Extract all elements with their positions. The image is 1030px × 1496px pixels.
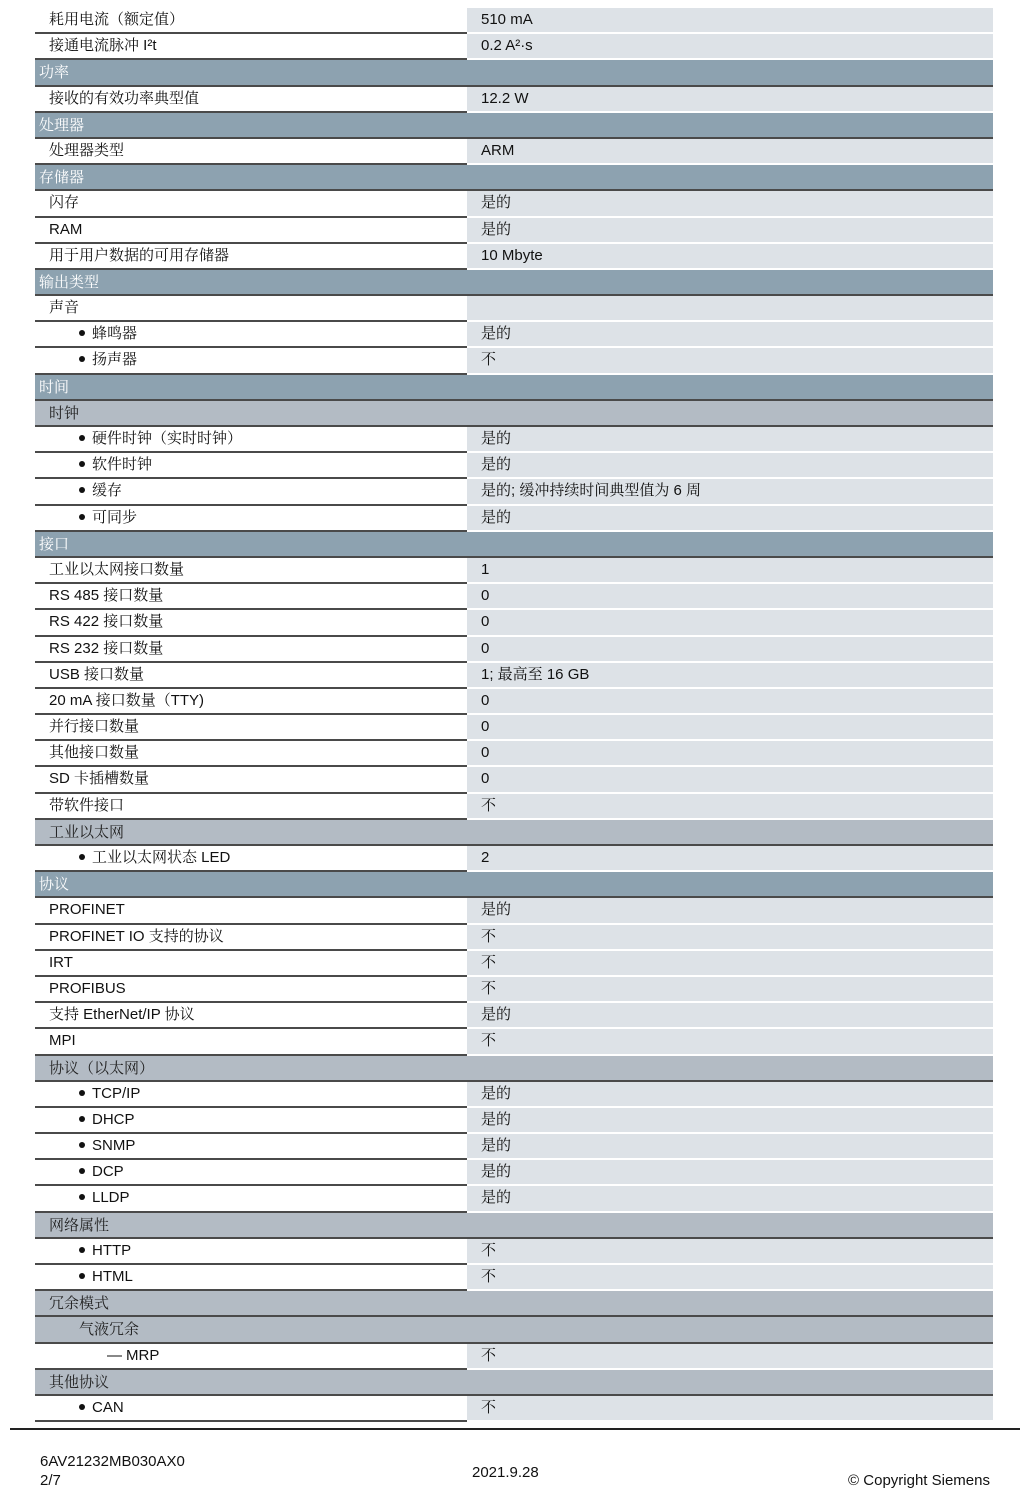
spec-label <box>35 1344 467 1370</box>
document-date: 2021.9.28 <box>472 1464 539 1481</box>
spec-value: 是的; 缓冲持续时间典型值为 6 周 <box>467 479 993 505</box>
spec-label <box>35 1029 467 1055</box>
spec-value: ARM <box>467 139 993 165</box>
bullet-icon <box>79 1142 85 1148</box>
spec-label-text: 支持 EtherNet/IP 协议 <box>49 1006 195 1024</box>
spec-row <box>35 584 993 610</box>
spec-label-text: 处理器类型 <box>49 141 125 159</box>
section-title: 处理器 <box>35 113 993 139</box>
bullet-icon <box>79 514 85 520</box>
spec-value: 是的 <box>467 1082 993 1108</box>
spec-label-text: MPI <box>49 1032 76 1050</box>
subsection-header <box>35 1056 993 1082</box>
spec-value: 是的 <box>467 218 993 244</box>
spec-label <box>35 348 467 374</box>
spec-label-text: 用于用户数据的可用存储器 <box>49 246 230 264</box>
bullet-icon <box>79 1273 85 1279</box>
spec-value: 12.2 W <box>467 87 993 113</box>
bullet-icon <box>79 1116 85 1122</box>
spec-label <box>35 663 467 689</box>
spec-value: 2 <box>467 846 993 872</box>
subsection-header <box>35 1291 993 1317</box>
spec-row <box>35 1108 993 1134</box>
spec-value: 是的 <box>467 1134 993 1160</box>
spec-label <box>35 296 467 322</box>
spec-label <box>35 715 467 741</box>
spec-label-text: MRP <box>126 1346 160 1364</box>
spec-label-text: HTML <box>92 1268 133 1285</box>
spec-label-text: 缓存 <box>92 482 123 500</box>
section-header <box>35 113 993 139</box>
spec-row <box>35 191 993 217</box>
spec-label <box>35 479 467 505</box>
spec-value: 0 <box>467 741 993 767</box>
spec-label-text: HTTP <box>92 1241 132 1259</box>
spec-label-text: 软件时钟 <box>92 456 153 474</box>
spec-label <box>35 1082 467 1108</box>
spec-value: 是的 <box>467 1003 993 1029</box>
spec-row <box>35 846 993 872</box>
bullet-icon <box>79 461 85 467</box>
spec-label-text: 20 mA 接口数量（TTY) <box>49 691 205 709</box>
spec-row <box>35 977 993 1003</box>
spec-label <box>35 951 467 977</box>
spec-label <box>35 453 467 479</box>
section-title: 冗余模式 <box>35 1291 993 1317</box>
spec-value: 0 <box>467 584 993 610</box>
spec-row <box>35 506 993 532</box>
section-title: 时钟 <box>35 401 993 427</box>
spec-row <box>35 427 993 453</box>
spec-label-text: 并行接口数量 <box>49 718 140 736</box>
spec-row <box>35 1082 993 1108</box>
spec-label <box>35 87 467 113</box>
spec-row <box>35 1134 993 1160</box>
spec-label <box>35 794 467 820</box>
spec-value: 0 <box>467 689 993 715</box>
copyright-notice: © Copyright Siemens <box>848 1472 990 1489</box>
section-title: 存储器 <box>35 165 993 191</box>
section-title: 输出类型 <box>35 270 993 296</box>
spec-value: 不 <box>467 951 993 977</box>
spec-label <box>35 1396 467 1422</box>
section-header <box>35 165 993 191</box>
spec-label-text: 工业以太网状态 LED <box>92 849 231 866</box>
page-number: 2/7 <box>40 1472 61 1489</box>
spec-label-text: SD 卡插槽数量 <box>49 770 150 788</box>
spec-value: 不 <box>467 348 993 374</box>
spec-label <box>35 427 467 453</box>
spec-label-text: 闪存 <box>49 194 80 212</box>
bullet-icon <box>79 1168 85 1174</box>
spec-value: 10 Mbyte <box>467 244 993 270</box>
spec-label-text: RAM <box>49 220 83 238</box>
spec-label-text: 硬件时钟（实时时钟） <box>92 430 243 447</box>
spec-value: 不 <box>467 1344 993 1370</box>
spec-label-text: 扬声器 <box>92 351 138 369</box>
spec-value: 是的 <box>467 1160 993 1186</box>
spec-row <box>35 715 993 741</box>
spec-row <box>35 794 993 820</box>
spec-row <box>35 1396 993 1422</box>
section-header <box>35 60 993 86</box>
spec-value: 是的 <box>467 427 993 453</box>
spec-row <box>35 1003 993 1029</box>
section-title: 接口 <box>35 532 993 558</box>
spec-label <box>35 1134 467 1160</box>
spec-row <box>35 34 993 60</box>
spec-label-text: CAN <box>92 1398 124 1416</box>
spec-label-text: RS 422 接口数量 <box>49 613 164 631</box>
spec-label-text: 蜂鸣器 <box>92 325 138 343</box>
spec-label-text: DHCP <box>92 1110 135 1128</box>
spec-value: 是的 <box>467 898 993 924</box>
spec-label <box>35 741 467 767</box>
spec-value: 是的 <box>467 453 993 479</box>
spec-row <box>35 348 993 374</box>
section-header <box>35 375 993 401</box>
spec-label <box>35 977 467 1003</box>
spec-label-text: 接通电流脉冲 I²t <box>49 37 157 55</box>
spec-label <box>35 1186 467 1212</box>
bullet-icon <box>79 435 85 441</box>
spec-label <box>35 898 467 924</box>
spec-label <box>35 1160 467 1186</box>
spec-label-text: PROFINET IO 支持的协议 <box>49 927 224 945</box>
spec-value: 1; 最高至 16 GB <box>467 663 993 689</box>
spec-label-text: IRT <box>49 953 73 971</box>
spec-row <box>35 1160 993 1186</box>
bullet-icon <box>79 487 85 493</box>
spec-label-text: SNMP <box>92 1137 136 1155</box>
bullet-icon <box>79 330 85 336</box>
spec-row <box>35 8 993 34</box>
spec-label-text: 声音 <box>49 299 80 317</box>
spec-label-text: RS 232 接口数量 <box>49 639 164 657</box>
spec-value: 不 <box>467 1265 993 1291</box>
spec-label-text: 其他接口数量 <box>49 744 140 762</box>
spec-table <box>35 8 993 1422</box>
spec-row <box>35 741 993 767</box>
spec-value: 是的 <box>467 1108 993 1134</box>
spec-row <box>35 610 993 636</box>
spec-value: 0 <box>467 637 993 663</box>
section-header <box>35 270 993 296</box>
spec-label-text: 耗用电流（额定值） <box>49 11 185 28</box>
footer-divider <box>10 1428 1020 1430</box>
spec-value: 不 <box>467 1396 993 1422</box>
spec-label-text: TCP/IP <box>92 1084 141 1102</box>
dash-icon: — <box>107 1346 122 1364</box>
spec-row <box>35 1239 993 1265</box>
spec-label-text: PROFIBUS <box>49 979 126 997</box>
bullet-icon <box>79 1247 85 1253</box>
spec-row <box>35 453 993 479</box>
spec-value: 不 <box>467 1239 993 1265</box>
spec-label <box>35 925 467 951</box>
spec-row <box>35 1344 993 1370</box>
bullet-icon <box>79 356 85 362</box>
spec-row <box>35 925 993 951</box>
subsection-header <box>35 401 993 427</box>
spec-label <box>35 322 467 348</box>
spec-label-text: LLDP <box>92 1189 130 1207</box>
spec-label <box>35 767 467 793</box>
spec-label <box>35 8 467 34</box>
section-title: 协议 <box>35 872 993 898</box>
spec-row <box>35 479 993 505</box>
spec-row <box>35 1265 993 1291</box>
section-title: 工业以太网 <box>35 820 993 846</box>
article-number: 6AV21232MB030AX0 <box>40 1453 185 1470</box>
spec-row <box>35 244 993 270</box>
spec-label-text: DCP <box>92 1163 124 1181</box>
subsection-header <box>35 820 993 846</box>
spec-value: 是的 <box>467 322 993 348</box>
spec-row <box>35 689 993 715</box>
spec-value: 0 <box>467 767 993 793</box>
spec-label <box>35 191 467 217</box>
spec-label-text: PROFINET <box>49 901 125 919</box>
spec-label <box>35 558 467 584</box>
spec-label <box>35 584 467 610</box>
spec-row <box>35 898 993 924</box>
spec-row <box>35 1186 993 1212</box>
section-header <box>35 872 993 898</box>
spec-value: 不 <box>467 925 993 951</box>
spec-value: 是的 <box>467 1186 993 1212</box>
section-title: 其他协议 <box>35 1370 993 1396</box>
bullet-icon <box>79 1194 85 1200</box>
spec-value: 1 <box>467 558 993 584</box>
section-header <box>35 532 993 558</box>
spec-row <box>35 767 993 793</box>
spec-label <box>35 610 467 636</box>
bullet-icon <box>79 854 85 860</box>
spec-value: 是的 <box>467 191 993 217</box>
spec-label <box>35 1265 467 1291</box>
spec-label-text: USB 接口数量 <box>49 665 145 683</box>
spec-label <box>35 244 467 270</box>
section-title: 协议（以太网） <box>35 1056 993 1082</box>
spec-label-text: 工业以太网接口数量 <box>49 560 185 578</box>
spec-value: 不 <box>467 1029 993 1055</box>
spec-label-text: 带软件接口 <box>49 796 125 814</box>
spec-value: 0 <box>467 610 993 636</box>
spec-label-text: 可同步 <box>92 508 138 526</box>
spec-row <box>35 663 993 689</box>
section-title: 网络属性 <box>35 1213 993 1239</box>
section-title: 功率 <box>35 60 993 86</box>
spec-label <box>35 139 467 165</box>
spec-row <box>35 637 993 663</box>
spec-label <box>35 506 467 532</box>
spec-value: 0 <box>467 715 993 741</box>
spec-value: 不 <box>467 977 993 1003</box>
spec-label-text: RS 485 接口数量 <box>49 587 164 605</box>
spec-label <box>35 34 467 60</box>
spec-row <box>35 1029 993 1055</box>
spec-label <box>35 689 467 715</box>
bullet-icon <box>79 1404 85 1410</box>
bullet-icon <box>79 1090 85 1096</box>
subsection-header <box>35 1317 993 1343</box>
spec-label <box>35 218 467 244</box>
spec-row <box>35 951 993 977</box>
spec-label <box>35 846 467 872</box>
page-footer <box>0 1452 1030 1496</box>
section-title: 气液冗余 <box>35 1317 993 1343</box>
section-title: 时间 <box>35 375 993 401</box>
spec-row <box>35 139 993 165</box>
spec-row <box>35 87 993 113</box>
spec-label <box>35 637 467 663</box>
spec-label-text: 接收的有效功率典型值 <box>49 89 200 107</box>
spec-row <box>35 558 993 584</box>
spec-row <box>35 296 993 322</box>
subsection-header <box>35 1370 993 1396</box>
spec-value: 0.2 A²·s <box>467 34 993 60</box>
spec-row <box>35 322 993 348</box>
spec-label <box>35 1108 467 1134</box>
spec-value: 510 mA <box>467 8 993 34</box>
spec-row <box>35 218 993 244</box>
spec-value: 是的 <box>467 506 993 532</box>
spec-label <box>35 1239 467 1265</box>
spec-value: 不 <box>467 794 993 820</box>
spec-value <box>467 296 993 322</box>
subsection-header <box>35 1213 993 1239</box>
spec-label <box>35 1003 467 1029</box>
